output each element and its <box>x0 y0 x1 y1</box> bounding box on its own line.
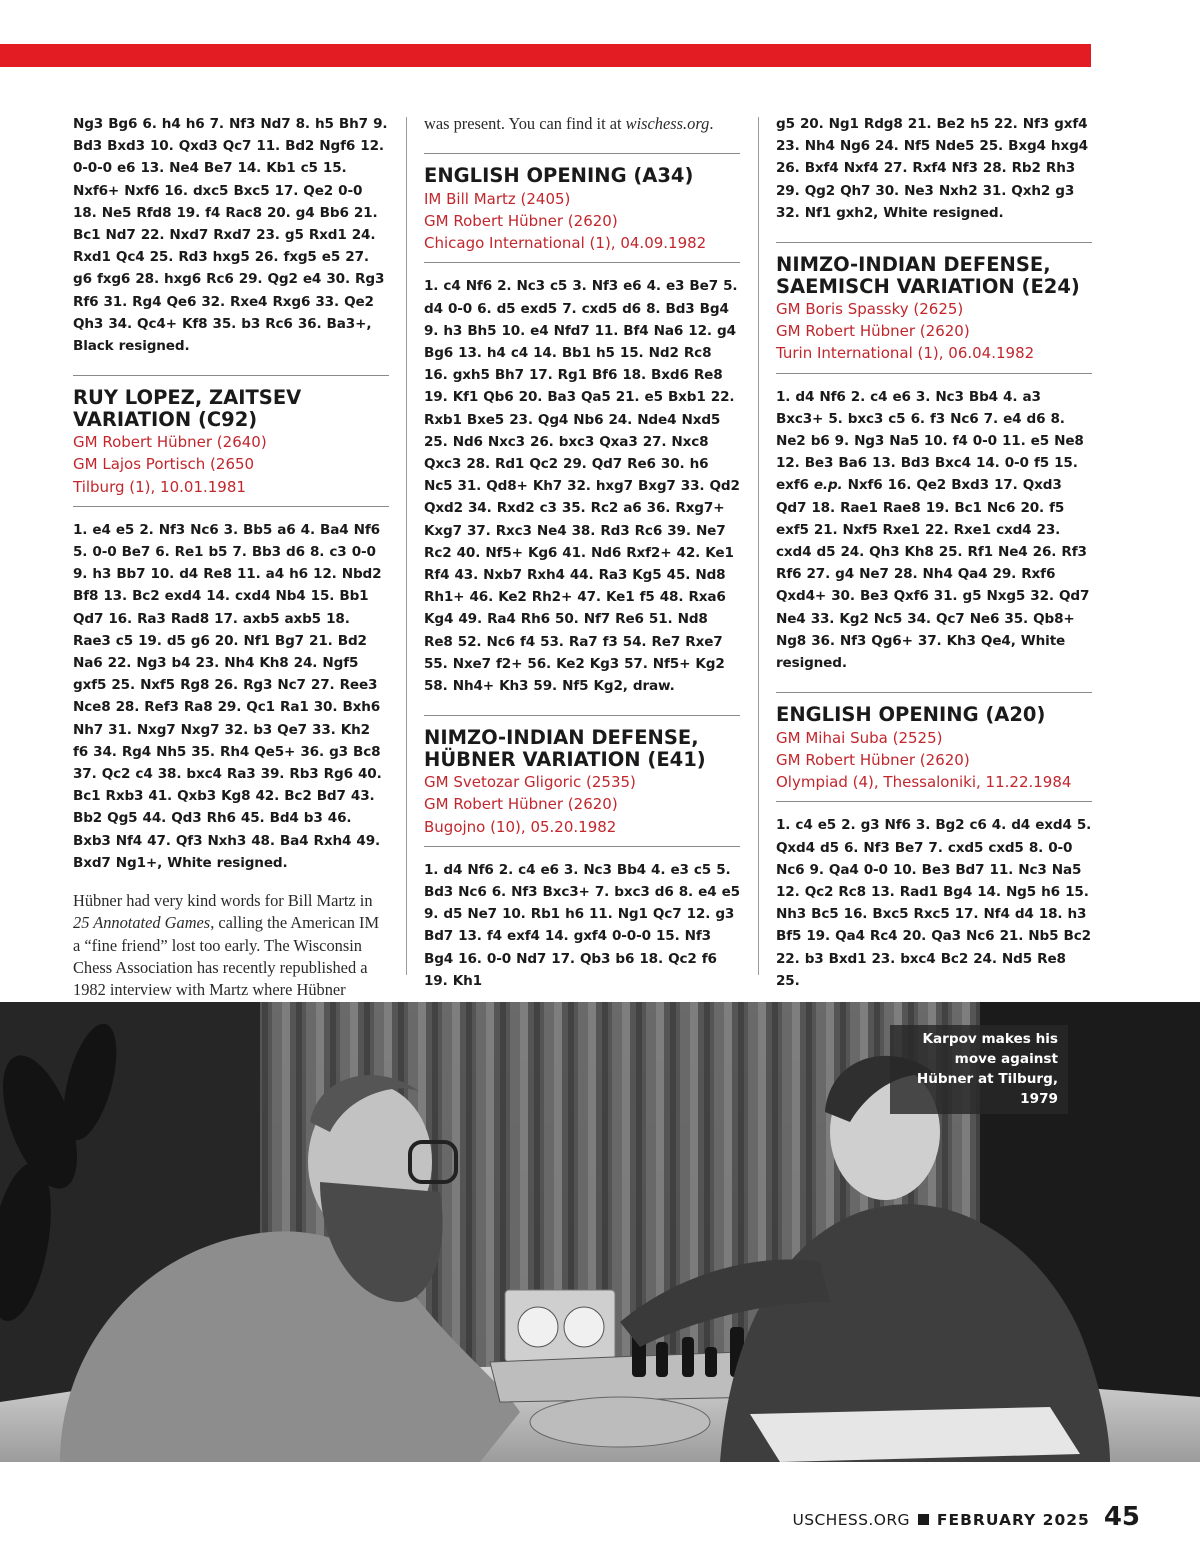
article-paragraph: was present. You can find it at wischess.org. <box>424 114 714 133</box>
game-event: Olympiad (4), Thessaloniki, 11.22.1984 <box>776 773 1072 792</box>
section-divider <box>73 506 389 507</box>
footer-separator <box>918 1514 929 1525</box>
game-moves: 1. d4 Nf6 2. c4 e6 3. Nc3 Bb4 4. e3 c5 5. Bd3 Nc6 6. Nf3 Bxc3+ 7. bxc3 d6 8. e4 e5 9. d5 Ne7 10. Rb1 h6 11. Ng1 Qc7 12. g3 Bd7 13. f4 exf4 14. gxf4 0-0-0 15. Nf3 Bg4 16. 0-0 Nd7 17. Qb3 b6 18. Qc2 f6 19. Kh1 <box>424 861 740 989</box>
column-1 <box>73 113 389 1001</box>
black-player: GM Lajos Portisch (2650 <box>73 455 255 474</box>
footer-site: USCHESS.ORG <box>792 1511 910 1529</box>
column-3 <box>776 113 1092 992</box>
game-event: Tilburg (1), 10.01.1981 <box>73 477 246 496</box>
photo-caption: Karpov makes his move against Hübner at Tilburg, 1979 <box>890 1025 1068 1114</box>
game-header <box>776 693 1092 793</box>
section-divider <box>776 373 1092 374</box>
white-player: GM Mihai Suba (2525) <box>776 728 943 747</box>
column-2 <box>424 113 740 992</box>
game-header <box>424 716 740 838</box>
white-player: IM Bill Martz (2405) <box>424 189 571 208</box>
game-event: Chicago International (1), 04.09.1982 <box>424 234 707 253</box>
page-footer <box>792 1502 1140 1532</box>
game-moves-continued: Ng3 Bg6 6. h4 h6 7. Nf3 Nd7 8. h5 Bh7 9. Bd3 Bxd3 10. Qxd3 Qc7 11. Bd2 Ngf6 12. 0-0-0 e6 13. Ne4 Be7 14. Kb1 c5 15. Nxf6+ Nxf6 16. dxc5 Bxc5 17. Qe2 0-0 18. Ne5 Rfd8 19. f4 Rac8 20. g4 Bb6 21. Bc1 Nd7 22. Nxd7 Rxd7 23. g5 Rxd1 24. Rxd1 Qc4 25. Rd3 hxg5 26. fxg5 e5 27. g6 fxg6 28. hxg6 Rc6 29. Qg2 e4 30. Rg3 Rf6 31. Rg4 Qe6 32. Rxe4 Rxg6 33. Qe2 Qh3 34. Qc4+ Kf8 35. b3 Rc6 36. Ba3+, Black resigned. <box>73 116 388 355</box>
section-divider <box>776 801 1092 802</box>
column-divider <box>406 117 407 975</box>
black-player: GM Robert Hübner (2620) <box>776 750 970 769</box>
game-header <box>776 243 1092 365</box>
black-player: GM Robert Hübner (2620) <box>424 795 618 814</box>
book-title: 25 Annotated Games <box>73 913 211 933</box>
game-moves: 1. c4 e5 2. g3 Nf6 3. Bg2 c6 4. d4 exd4 5. Qxd4 d5 6. Nf3 Be7 7. cxd5 cxd5 8. 0-0 Nc6 9. Qa4 0-0 10. Be3 Bd7 11. Nc3 Na5 12. Qc2 Rc8 13. Rad1 Bg4 14. Ng5 h6 15. Nh3 Bc5 16. Bxc5 Rxc5 17. Nf4 d4 18. h3 Bf5 19. Qa4 Rc4 20. Qa3 Nc6 21. Nb5 Bc2 22. b3 Bxd1 23. bxc4 Bc2 24. Nd5 Re8 25. <box>776 817 1092 989</box>
white-player: GM Boris Spassky (2625) <box>776 300 964 319</box>
game-title: ENGLISH OPENING (A20) <box>776 703 1046 727</box>
game-event: Bugojno (10), 05.20.1982 <box>424 817 617 836</box>
section-divider <box>424 262 740 263</box>
game-moves: 1. d4 Nf6 2. c4 e6 3. Nc3 Bb4 4. a3 Bxc3+ 5. bxc3 c5 6. f3 Nc6 7. e4 d6 8. Ne2 b6 9. Ng3 Na5 10. f4 0-0 11. e5 Ne8 12. Be3 Ba6 13. Bd3 Bxc4 14. 0-0 f5 15. exf6 e.p. Nxf6 16. Qe2 Bxd3 17. Qxd3 Qd7 18. Rae1 Rae8 19. Bc1 Nc6 20. f5 exf5 21. Nxf5 Rxe1 22. Rxe1 cxd4 23. cxd4 d5 24. Qh3 Kh8 25. Rf1 Ne4 26. Rf3 Rf6 27. g4 Ne7 28. Nh4 Qa4 29. Rxf6 Qxd4+ 30. Be3 Qxf6 31. g5 Nxg5 32. Qd7 Ne4 33. Kg2 Nc5 34. Qc7 Ne6 35. Qb8+ Ng8 36. Nf3 Qg6+ 37. Kh3 Qe4, White resigned. <box>776 388 1090 672</box>
game-header <box>424 154 740 254</box>
page-number: 45 <box>1103 1502 1140 1532</box>
white-player: GM Robert Hübner (2640) <box>73 433 267 452</box>
game-event: Turin International (1), 06.04.1982 <box>776 344 1035 363</box>
game-title: NIMZO-INDIAN DEFENSE, SAEMISCH VARIATION (E24) <box>776 253 1080 298</box>
section-divider <box>424 846 740 847</box>
black-player: GM Robert Hübner (2620) <box>776 322 970 341</box>
game-title: NIMZO-INDIAN DEFENSE, HÜBNER VARIATION (E41) <box>424 726 706 771</box>
column-divider <box>758 117 759 975</box>
game-moves: 1. c4 Nf6 2. Nc3 c5 3. Nf3 e6 4. e3 Be7 5. d4 0-0 6. d5 exd5 7. cxd5 d6 8. Bd3 Bg4 9. h3 Bh5 10. e4 Nfd7 11. Bf4 Na6 12. g4 Bg6 13. h4 c4 14. Bb1 h5 15. Nd2 Rc8 16. gxh5 Bh7 17. Rg1 Bf6 18. Bxd6 Re8 19. Kf1 Qb6 20. Ba3 Qa5 21. e5 Bxb1 22. Rxb1 Bxe5 23. Qg4 Nb6 24. Nde4 Nxd5 25. Nd6 Nxc3 26. bxc3 Qxa3 27. Nxc8 Qxc3 28. Rd1 Qc2 29. Qd7 Re6 30. h6 Nc5 31. Qd8+ Kh7 32. hxg7 Bxg7 33. Qd2 Qxd2 34. Rxd2 c3 35. Rc2 a6 36. Rxg7+ Kxg7 37. Rxc3 Ne4 38. Rd3 Rc6 39. Ne7 Rc2 40. Nf5+ Kg6 41. Nd6 Rxf2+ 42. Ke1 Rf4 43. Nxb7 Rxh4 44. Ra3 Kg5 45. Nd8 Rh1+ 46. Ke2 Rh2+ 47. Ke1 f5 48. Rxa6 Kg4 49. Ra4 Rh6 50. Nf7 Re6 51. Nd8 Re8 52. Nc6 f4 53. Ra7 f3 54. Re7 Rxe7 55. Nxe7 f2+ 56. Ke2 Kg3 57. Nf5+ Kg2 58. Nh4+ Kh3 59. Nf5 Kg2, draw. <box>424 278 740 694</box>
game-moves-continued: g5 20. Ng1 Rdg8 21. Be2 h5 22. Nf3 gxf4 23. Nh4 Ng6 24. Nf5 Nde5 25. Bxg4 hxg4 26. Bxf4 Nxf4 27. Rxf4 Nf3 28. Rb2 Rh3 29. Qg2 Qh7 30. Ne3 Nxh2 31. Qxh2 g3 32. Nf1 gxh2, White resigned. <box>776 116 1088 221</box>
footer-issue-date: FEBRUARY 2025 <box>936 1511 1090 1529</box>
game-title: ENGLISH OPENING (A34) <box>424 164 694 188</box>
game-header <box>73 376 389 498</box>
website-link[interactable]: wischess.org <box>625 114 710 133</box>
top-red-bar <box>0 44 1091 67</box>
black-player: GM Robert Hübner (2620) <box>424 211 618 230</box>
article-paragraph: Hübner had very kind words for Bill Martz in 25 Annotated Games, calling the American IM a “fine friend” lost too early. The Wisconsin Chess Association has recently republished a 1982 interview with Martz where Hübner <box>73 891 380 999</box>
game-moves: 1. e4 e5 2. Nf3 Nc6 3. Bb5 a6 4. Ba4 Nf6 5. 0-0 Be7 6. Re1 b5 7. Bb3 d6 8. c3 0-0 9. h3 Bb7 10. d4 Re8 11. a4 h6 12. Nbd2 Bf8 13. Bc2 exd4 14. cxd4 Nb4 15. Bb1 Qd7 16. Ra3 Rad8 17. axb5 axb5 18. Rae3 c5 19. d5 g6 20. Nf1 Bg7 21. Bd2 Na6 22. Ng3 b4 23. Nh4 Kh8 24. Ngf5 gxf5 25. Nxf5 Rg8 26. Rg3 Nc7 27. Ree3 Nce8 28. Ref3 Ra8 29. Qc1 Ra1 30. Bxh6 Nh7 31. Nxg7 Nxg7 32. b3 Qe7 33. Kh2 f6 34. Rg4 Nh5 35. Rh4 Qe5+ 36. g3 Bc8 37. Qc2 c4 38. bxc4 Ra3 39. Rb3 Rg6 40. Bc1 Rxb3 41. Qxb3 Kg8 42. Bc2 Bd7 43. Bb2 Qg5 44. Qd3 Rh6 45. Bd4 b3 46. Bxb3 Nf4 47. Qf3 Nxh3 48. Ba4 Rxh4 49. Bxd7 Ng1+, White resigned. <box>73 521 382 871</box>
game-title: RUY LOPEZ, ZAITSEV VARIATION (C92) <box>73 386 302 431</box>
white-player: GM Svetozar Gligoric (2535) <box>424 773 636 792</box>
